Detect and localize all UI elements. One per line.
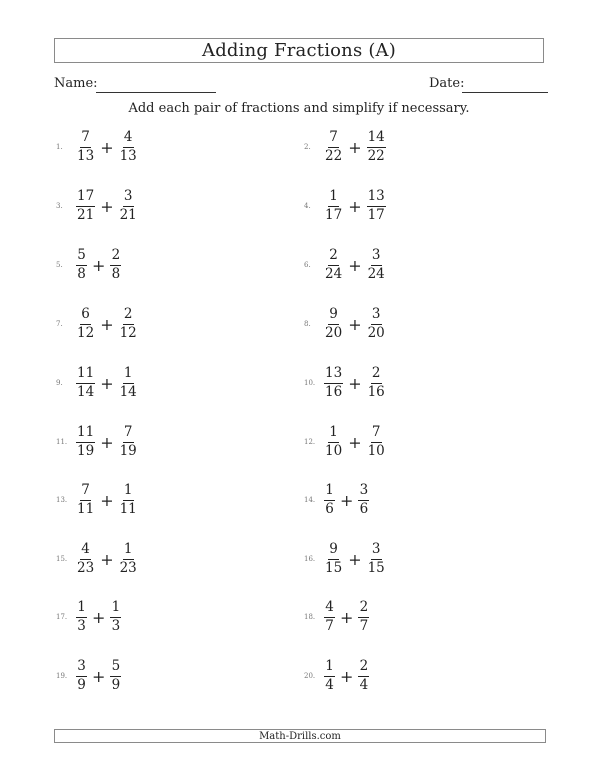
problem-number: 5.: [56, 261, 63, 269]
problem-number: 16.: [304, 555, 316, 563]
denominator: 4: [325, 676, 334, 693]
denominator: 15: [367, 559, 385, 576]
problem-item: [56, 656, 121, 696]
fraction: [358, 660, 369, 692]
denominator: 20: [325, 324, 343, 341]
denominator: 16: [367, 383, 385, 400]
numerator: 1: [123, 484, 134, 501]
numerator: 6: [80, 308, 91, 325]
denominator: 12: [119, 324, 137, 341]
plus-operator: +: [340, 666, 354, 686]
numerator: 17: [76, 190, 95, 207]
denominator: 23: [77, 559, 95, 576]
fraction: [358, 484, 369, 516]
denominator: 10: [367, 442, 385, 459]
numerator: 7: [80, 131, 91, 148]
numerator: 2: [371, 367, 382, 384]
numerator: 1: [76, 601, 87, 618]
problem-item: [56, 539, 138, 579]
date-label: Date:: [429, 76, 465, 91]
fraction: [324, 249, 343, 281]
problem-number: 9.: [56, 379, 63, 387]
denominator: 19: [77, 442, 95, 459]
numerator: 11: [76, 367, 95, 384]
plus-operator: +: [348, 373, 362, 393]
worksheet-title: Adding Fractions (A): [202, 40, 396, 61]
fraction: [324, 426, 343, 458]
footer-box: [54, 729, 546, 743]
numerator: 2: [358, 601, 369, 618]
fraction: [76, 308, 95, 340]
fraction: [76, 543, 95, 575]
fraction: [324, 543, 343, 575]
problem-number: 13.: [56, 496, 68, 504]
problem-number: 4.: [304, 202, 311, 210]
problem-item: [56, 186, 138, 226]
denominator: 15: [325, 559, 343, 576]
fraction: [324, 601, 335, 633]
problem-item: [304, 480, 369, 520]
denominator: 7: [359, 617, 369, 634]
denominator: 22: [325, 147, 343, 164]
denominator: 13: [119, 147, 137, 164]
problem-item: [304, 245, 386, 285]
numerator: 1: [328, 426, 339, 443]
plus-operator: +: [348, 432, 362, 452]
fraction: [324, 308, 343, 340]
name-label: Name:: [54, 76, 98, 91]
denominator: 4: [359, 676, 369, 693]
problem-item: [56, 422, 138, 462]
denominator: 21: [119, 206, 137, 223]
fraction: [119, 308, 138, 340]
problem-item: [56, 363, 138, 403]
numerator: 9: [328, 308, 339, 325]
problem-number: 8.: [304, 320, 311, 328]
numerator: 11: [76, 426, 95, 443]
numerator: 7: [328, 131, 339, 148]
numerator: 4: [123, 131, 134, 148]
denominator: 10: [325, 442, 343, 459]
problem-number: 14.: [304, 496, 316, 504]
numerator: 2: [358, 660, 369, 677]
denominator: 19: [119, 442, 137, 459]
plus-operator: +: [100, 490, 114, 510]
numerator: 1: [110, 601, 121, 618]
fraction: [119, 543, 138, 575]
fraction: [119, 367, 138, 399]
problem-number: 1.: [56, 143, 63, 151]
numerator: 3: [76, 660, 87, 677]
plus-operator: +: [348, 255, 362, 275]
numerator: 2: [123, 308, 134, 325]
denominator: 17: [325, 206, 343, 223]
plus-operator: +: [100, 314, 114, 334]
footer-site: Math-Drills.com: [259, 730, 341, 742]
numerator: 3: [371, 308, 382, 325]
denominator: 8: [111, 265, 121, 282]
plus-operator: +: [340, 490, 354, 510]
fraction: [367, 426, 386, 458]
denominator: 9: [111, 676, 121, 693]
numerator: 7: [80, 484, 91, 501]
problem-number: 2.: [304, 143, 311, 151]
numerator: 3: [123, 190, 134, 207]
problem-number: 7.: [56, 320, 63, 328]
plus-operator: +: [348, 549, 362, 569]
fraction: [367, 367, 386, 399]
plus-operator: +: [100, 373, 114, 393]
name-blank-line[interactable]: [96, 92, 216, 93]
plus-operator: +: [92, 666, 106, 686]
numerator: 1: [324, 660, 335, 677]
numerator: 1: [123, 543, 134, 560]
fraction: [324, 190, 343, 222]
problem-number: 15.: [56, 555, 68, 563]
denominator: 7: [325, 617, 334, 634]
plus-operator: +: [348, 314, 362, 334]
fraction: [76, 131, 95, 163]
problem-item: [56, 304, 138, 344]
plus-operator: +: [100, 137, 114, 157]
problem-number: 17.: [56, 613, 68, 621]
denominator: 11: [119, 500, 137, 517]
numerator: 3: [371, 249, 382, 266]
plus-operator: +: [92, 607, 106, 627]
numerator: 13: [367, 190, 386, 207]
fraction: [119, 484, 138, 516]
problem-item: [56, 480, 138, 520]
name-date-row: [54, 76, 548, 96]
plus-operator: +: [100, 549, 114, 569]
fraction: [76, 660, 87, 692]
problem-item: [304, 597, 369, 637]
numerator: 14: [367, 131, 386, 148]
denominator: 6: [359, 500, 369, 517]
denominator: 12: [77, 324, 95, 341]
problem-item: [304, 656, 369, 696]
numerator: 1: [324, 484, 335, 501]
problem-number: 12.: [304, 438, 316, 446]
fraction: [76, 367, 95, 399]
fraction: [367, 543, 386, 575]
numerator: 13: [324, 367, 343, 384]
denominator: 22: [367, 147, 385, 164]
fraction: [110, 601, 121, 633]
fraction: [76, 249, 87, 281]
problem-item: [304, 422, 386, 462]
fraction: [324, 660, 335, 692]
problem-number: 11.: [56, 438, 68, 446]
fraction: [76, 190, 95, 222]
numerator: 3: [358, 484, 369, 501]
instructions: Add each pair of fractions and simplify if necessary.: [128, 101, 470, 116]
denominator: 21: [77, 206, 95, 223]
fraction: [324, 367, 343, 399]
fraction: [119, 190, 138, 222]
problem-item: [304, 127, 386, 167]
worksheet-title-box: [54, 38, 544, 63]
fraction: [76, 426, 95, 458]
numerator: 5: [110, 660, 121, 677]
numerator: 9: [328, 543, 339, 560]
denominator: 9: [77, 676, 86, 693]
numerator: 1: [123, 367, 134, 384]
problem-item: [56, 597, 121, 637]
denominator: 14: [119, 383, 137, 400]
problem-number: 6.: [304, 261, 311, 269]
problem-item: [56, 245, 121, 285]
plus-operator: +: [340, 607, 354, 627]
numerator: 2: [328, 249, 339, 266]
fraction: [367, 131, 386, 163]
denominator: 3: [111, 617, 121, 634]
date-blank-line[interactable]: [462, 92, 548, 93]
plus-operator: +: [100, 196, 114, 216]
numerator: 3: [371, 543, 382, 560]
denominator: 17: [367, 206, 385, 223]
fraction: [367, 190, 386, 222]
fraction: [324, 484, 335, 516]
fraction: [358, 601, 369, 633]
denominator: 13: [77, 147, 95, 164]
problem-item: [304, 304, 386, 344]
fraction: [76, 601, 87, 633]
numerator: 7: [371, 426, 382, 443]
fraction: [119, 131, 138, 163]
denominator: 16: [325, 383, 343, 400]
problem-item: [304, 539, 386, 579]
fraction: [76, 484, 95, 516]
fraction: [110, 660, 121, 692]
denominator: 3: [77, 617, 86, 634]
denominator: 11: [77, 500, 95, 517]
problem-item: [56, 127, 138, 167]
numerator: 4: [80, 543, 91, 560]
numerator: 5: [76, 249, 87, 266]
problem-number: 10.: [304, 379, 316, 387]
problem-number: 3.: [56, 202, 63, 210]
plus-operator: +: [100, 432, 114, 452]
denominator: 6: [325, 500, 334, 517]
denominator: 23: [119, 559, 137, 576]
fraction: [367, 308, 386, 340]
fraction: [324, 131, 343, 163]
denominator: 20: [367, 324, 385, 341]
denominator: 8: [77, 265, 86, 282]
problem-number: 20.: [304, 672, 316, 680]
problem-item: [304, 363, 386, 403]
numerator: 7: [123, 426, 134, 443]
denominator: 24: [367, 265, 385, 282]
numerator: 4: [324, 601, 335, 618]
numerator: 1: [328, 190, 339, 207]
fraction: [110, 249, 121, 281]
problem-item: [304, 186, 386, 226]
denominator: 24: [325, 265, 343, 282]
plus-operator: +: [348, 196, 362, 216]
denominator: 14: [77, 383, 95, 400]
plus-operator: +: [348, 137, 362, 157]
problem-number: 18.: [304, 613, 316, 621]
fraction: [119, 426, 138, 458]
problem-number: 19.: [56, 672, 68, 680]
numerator: 2: [110, 249, 121, 266]
fraction: [367, 249, 386, 281]
plus-operator: +: [92, 255, 106, 275]
